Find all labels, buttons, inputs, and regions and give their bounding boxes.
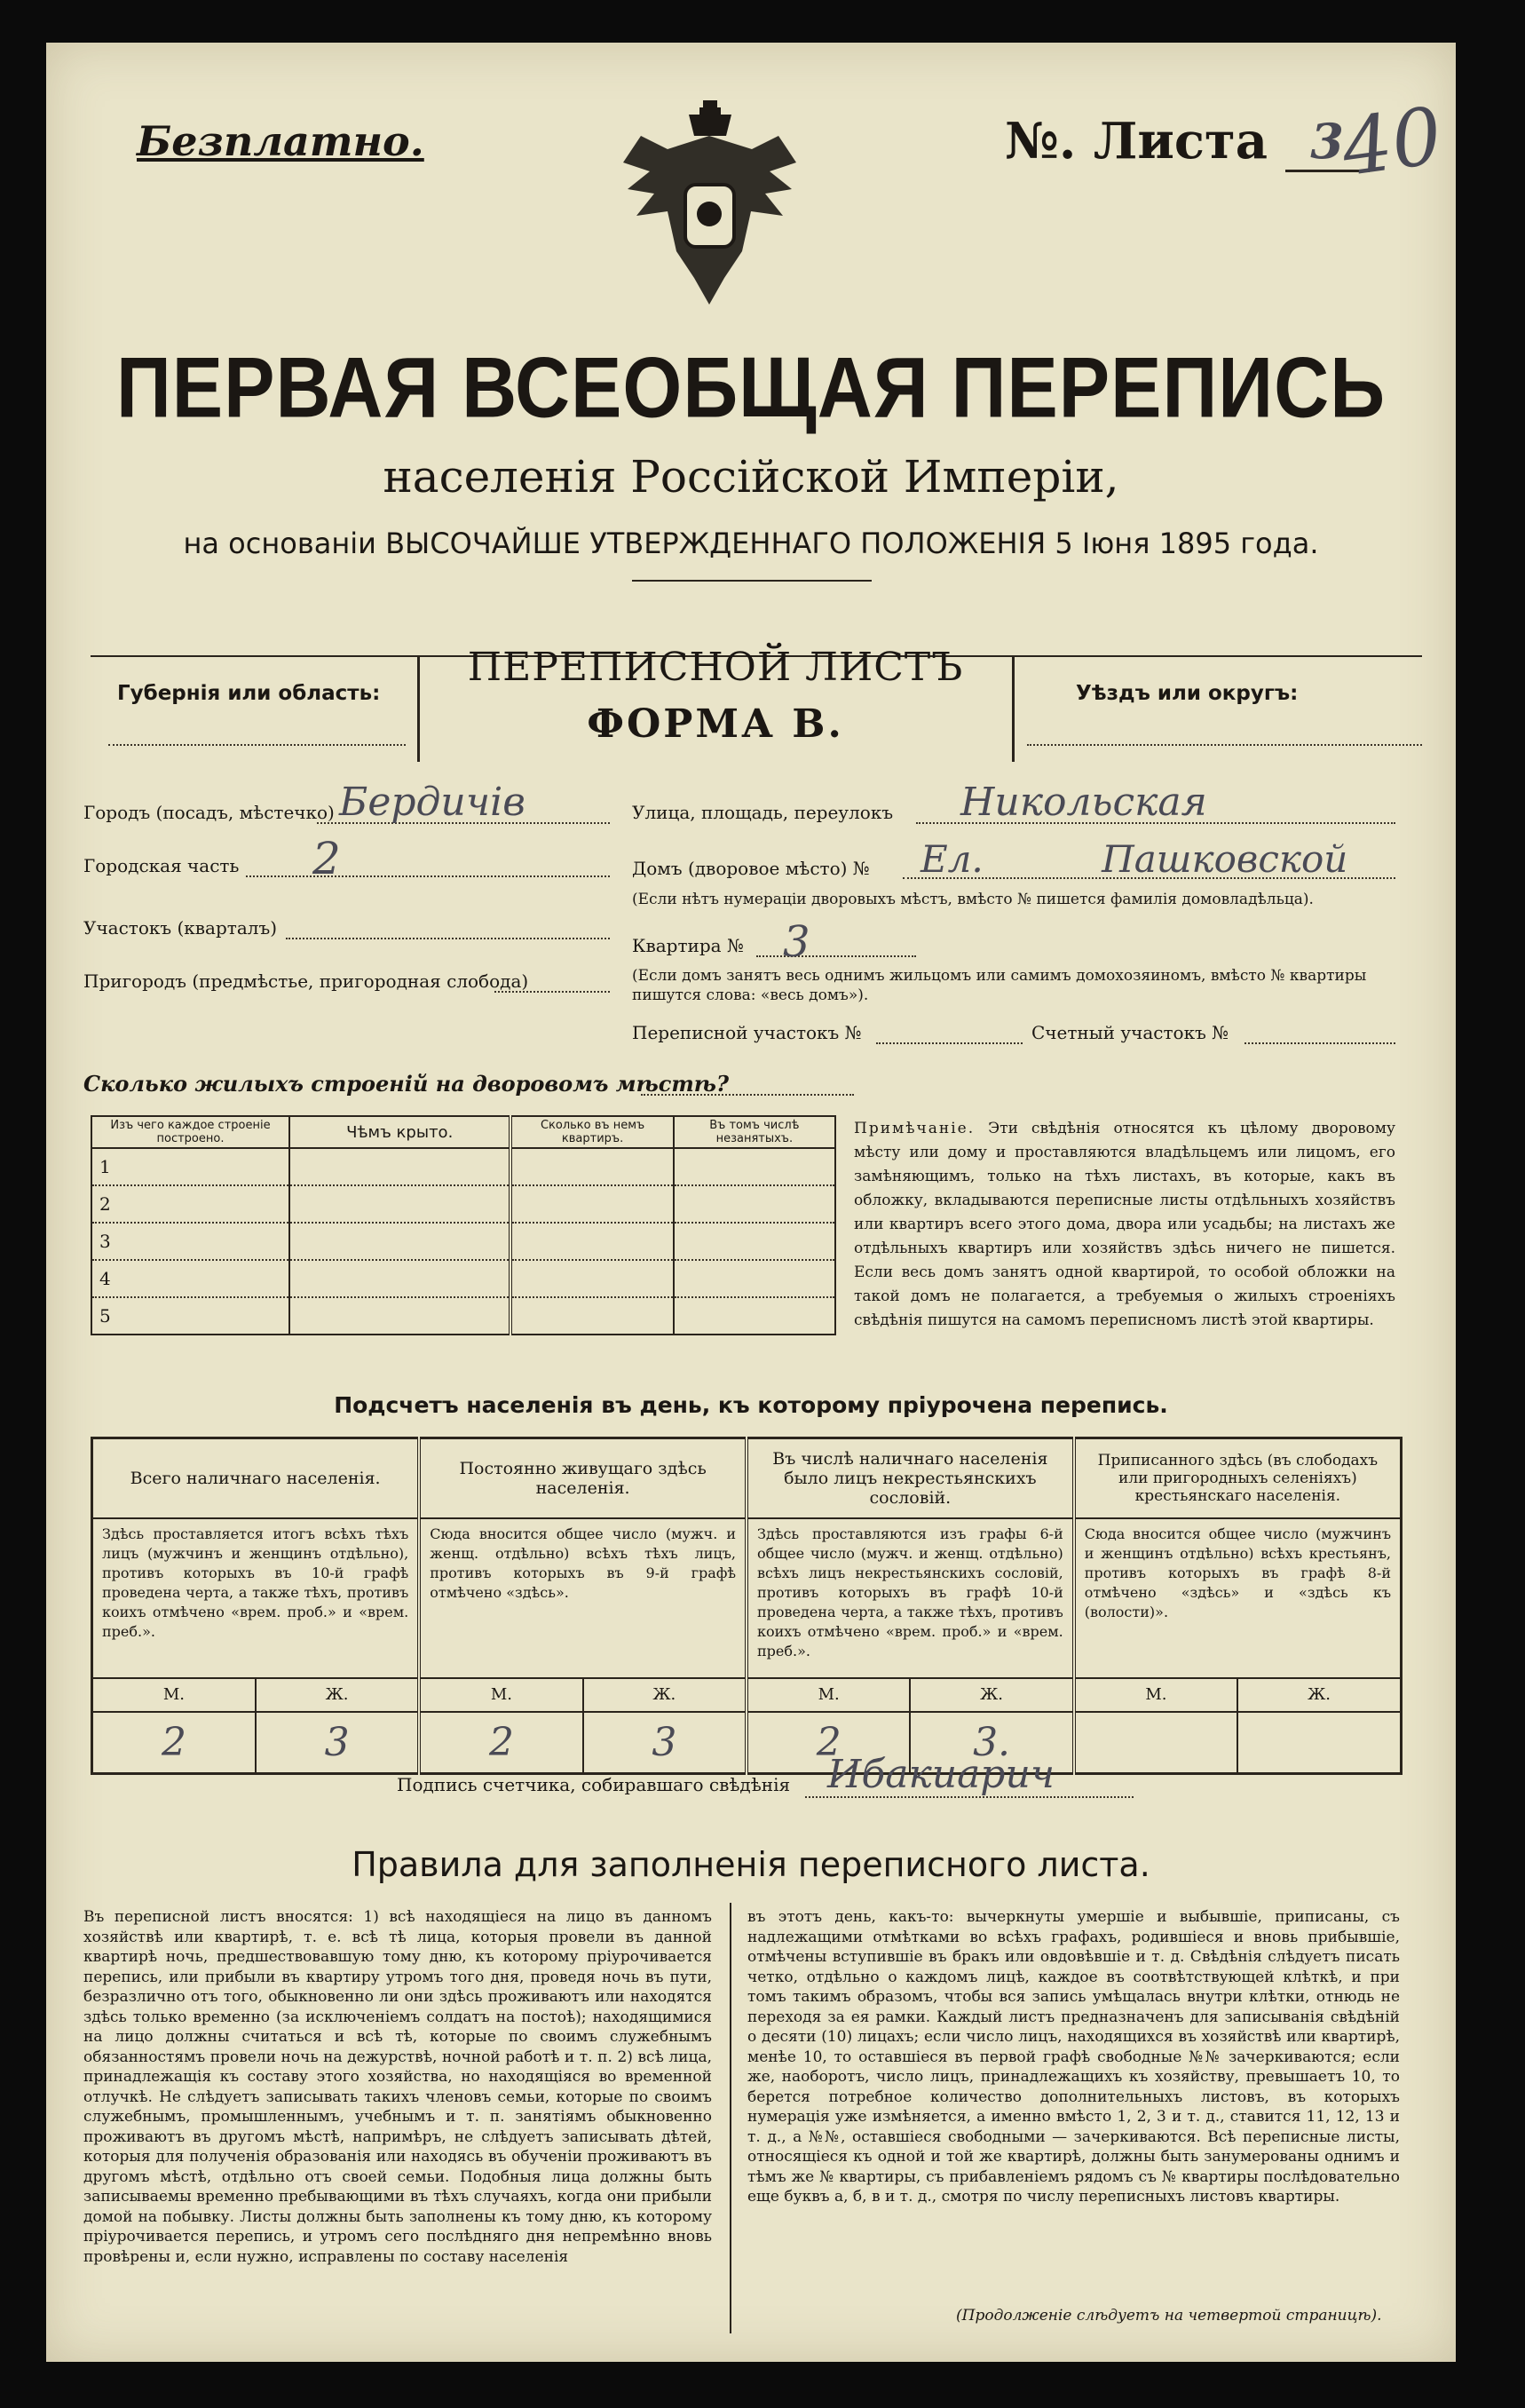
female-count[interactable]: 3.: [910, 1712, 1073, 1774]
apartment-field[interactable]: [756, 955, 916, 957]
street-label: Улица, площадь, переулокъ: [632, 802, 894, 823]
buildings-cell[interactable]: [674, 1148, 835, 1185]
district-field[interactable]: [246, 875, 610, 877]
house-value: Ел. Пашковской: [921, 837, 1348, 881]
female-label: Ж.: [583, 1678, 747, 1712]
buildings-question-field[interactable]: [641, 1094, 854, 1096]
female-label: Ж.: [256, 1678, 419, 1712]
buildings-cell[interactable]: [510, 1223, 673, 1260]
population-col-desc: Сюда вносится общее число (мужч. и женщ. отдѣльно) всѣхъ тѣхъ лицъ, противъ которыхъ въ 9-й графѣ отмѣчено «здѣсь».: [419, 1518, 747, 1678]
buildings-cell[interactable]: [674, 1223, 835, 1260]
buildings-note-title: Примѣчаніе.: [854, 1120, 976, 1137]
buildings-cell[interactable]: [510, 1297, 673, 1335]
buildings-cell[interactable]: [289, 1297, 510, 1335]
census-section-field[interactable]: [876, 1042, 1023, 1044]
buildings-row-number: 1: [91, 1148, 289, 1185]
buildings-col-material: Изъ чего каждое строеніе построено.: [91, 1116, 289, 1148]
gubernia-label: Губернія или область:: [117, 682, 381, 705]
population-title: Подсчетъ населенія въ день, къ которому пріурочена перепись.: [334, 1392, 1168, 1418]
coat-of-arms-icon: [614, 100, 805, 313]
form-title: ПЕРЕПИСНОЙ ЛИСТЪ: [467, 645, 964, 690]
buildings-cell[interactable]: [289, 1185, 510, 1223]
subtitle: населенія Россійской Имперіи,: [383, 451, 1119, 503]
rules-title: Правила для заполненія переписного листа.: [352, 1845, 1150, 1884]
buildings-table: [91, 1115, 836, 1335]
apartment-label: Квартира №: [632, 935, 744, 956]
table-row: [91, 1223, 835, 1260]
table-row: [91, 1148, 835, 1185]
buildings-row-number: 2: [91, 1185, 289, 1223]
apartment-value: 3: [783, 917, 810, 967]
population-col-desc: Здѣсь проставляется итогъ всѣхъ тѣхъ лицъ (мужчинъ и женщинъ отдѣльно), противъ которыхъ въ 10-й графѣ проведена черта, а также тѣхъ, противъ коихъ отмѣчено «врем. проб.» и «врем. преб.».: [92, 1518, 420, 1678]
census-form-sheet: [46, 43, 1456, 2362]
rules-left-column: Въ переписной листъ вносятся: 1) всѣ находящіеся на лицо въ данномъ хозяйствѣ или квартирѣ, т. е. всѣ тѣ лица, которыя провели въ данной квартирѣ ночь, предшествовавшую тому дню, къ которому пріурочивается перепись, или прибыли въ квартиру утромъ того дня, проведя ночь въ пути, безразлично отъ того, обыкновенно ли они здѣсь проживаютъ или находятся здѣсь только временно (за исключеніемъ солдатъ на постоѣ); находящимися на лицо должны считаться и всѣ тѣ, которые по своимъ служебнымъ обязанностямъ провели ночь на дежурствѣ, ночной работѣ и т. п. 2) всѣ лица, принадлежащія къ составу этого хозяйства, но находящіяся во временной отлучкѣ. Не слѣдуетъ записывать такихъ членовъ семьи, которые по своимъ служебнымъ, промышленнымъ, учебнымъ и т. п. занятіямъ обыкновенно проживаютъ въ другомъ мѣстѣ, напримѣръ, не слѣдуетъ записывать дѣтей, которыя для полученія образованія или находясь въ обученіи проживаютъ въ другомъ мѣстѣ, отдѣльно отъ своей семьи. Подобныя лица должны быть записываемы временно пребывающими въ тѣхъ случаяхъ, когда они прибыли домой на побывку. Листы должны быть заполнены къ тому дню, къ которому пріурочивается перепись, и утромъ сего послѣдняго дня непремѣнно вновь провѣрены и, если нужно, исправлены по составу населенія: [83, 1908, 712, 2266]
buildings-question: Сколько жилыхъ строеній на дворовомъ мѣстѣ?: [83, 1071, 730, 1097]
street-value: Никольская: [960, 780, 1207, 825]
archive-number: 40: [1336, 89, 1448, 194]
city-label: Городъ (посадъ, мѣстечко): [83, 802, 335, 823]
uezd-field[interactable]: [1027, 744, 1422, 746]
population-col-head: Въ числѣ наличнаго населенія было лицъ некрестьянскихъ сословій.: [747, 1438, 1074, 1518]
buildings-cell[interactable]: [510, 1148, 673, 1185]
population-col-head: Постоянно живущаго здѣсь населенія.: [419, 1438, 747, 1518]
district-label: Городская часть: [83, 855, 240, 876]
female-count[interactable]: 3: [583, 1712, 747, 1774]
district-value: 2: [312, 833, 341, 884]
female-label: Ж.: [910, 1678, 1073, 1712]
apartment-note: (Если домъ занятъ весь однимъ жильцомъ или самимъ домохозяиномъ, вмѣсто № квартиры пишутся слова: «весь домъ»).: [632, 967, 1367, 1004]
house-note: (Если нѣтъ нумераціи дворовыхъ мѣстъ, вмѣсто № пишется фамилія домовладѣльца).: [632, 891, 1314, 908]
signature-value: Ибакиарич: [827, 1752, 1055, 1797]
count-section-field[interactable]: [1244, 1042, 1395, 1044]
form-name: ФОРМА В.: [587, 701, 844, 747]
uezd-label: Уѣздъ или округъ:: [1076, 682, 1299, 705]
buildings-row-number: 3: [91, 1223, 289, 1260]
population-table: [91, 1437, 1403, 1775]
buildings-cell[interactable]: [510, 1185, 673, 1223]
buildings-col-vacant: Въ томъ числѣ незанятыхъ.: [674, 1116, 835, 1148]
sheet-number-label: №. Листа: [1005, 112, 1268, 170]
buildings-col-roof: Чѣмъ крыто.: [289, 1116, 510, 1148]
buildings-row-number: 4: [91, 1260, 289, 1297]
city-value: Бердичів: [339, 780, 525, 825]
buildings-note: [854, 1117, 1395, 1333]
sheet-number: [1005, 112, 1370, 172]
buildings-note-text: Эти свѣдѣнія относятся къ цѣлому дворовому мѣсту или дому и проставляются владѣльцемъ или лицомъ, его замѣняющимъ, только на тѣхъ листахъ, въ которые, какъ въ обложку, вкладываются переписные листы отдѣльныхъ хозяйствъ или квартиръ всего этого дома, двора или усадьбы; на листахъ же отдѣльныхъ квартиръ или хозяйствъ здѣсь ничего не пишется. Если весь домъ занятъ одной квартирой, то особой обложки на такой домъ не полагается, а требуемыя о жилыхъ строеніяхъ свѣдѣнія пишутся на самомъ переписномъ листѣ этой квартиры.: [854, 1120, 1395, 1329]
buildings-col-apartments: Сколько въ немъ квартиръ.: [510, 1116, 673, 1148]
male-count[interactable]: 2: [419, 1712, 582, 1774]
table-row: [91, 1185, 835, 1223]
population-col-desc: Здѣсь проставляются изъ графы 6-й общее число (мужч. и женщ. отдѣльно) всѣхъ лицъ некрестьянскихъ сословій, противъ которыхъ въ графѣ 10-й проведена черта, а также тѣхъ, противъ коихъ отмѣчено «врем. проб.» и «врем. преб.».: [747, 1518, 1074, 1678]
signature-label: Подпись счетчика, собиравшаго свѣдѣнія: [397, 1774, 791, 1795]
male-label: М.: [419, 1678, 582, 1712]
male-count[interactable]: [1074, 1712, 1237, 1774]
buildings-cell[interactable]: [289, 1148, 510, 1185]
buildings-cell[interactable]: [674, 1297, 835, 1335]
rules-continuation: (Продолженіе слѣдуетъ на четвертой страницѣ).: [956, 2307, 1382, 2325]
male-count[interactable]: 2: [92, 1712, 256, 1774]
precinct-label: Участокъ (кварталъ): [83, 917, 277, 939]
male-label: М.: [92, 1678, 256, 1712]
buildings-cell[interactable]: [674, 1260, 835, 1297]
buildings-row-number: 5: [91, 1297, 289, 1335]
population-col-head: Приписанного здѣсь (въ слободахъ или пригородныхъ селеніяхъ) крестьянскаго населенія.: [1074, 1438, 1402, 1518]
buildings-cell[interactable]: [510, 1260, 673, 1297]
population-col-head: Всего наличнаго населенія.: [92, 1438, 420, 1518]
count-section-label: Счетный участокъ №: [1031, 1022, 1229, 1043]
female-count[interactable]: 3: [256, 1712, 419, 1774]
male-label: М.: [1074, 1678, 1237, 1712]
free-label: Безплатно.: [137, 117, 424, 165]
suburb-label: Пригородъ (предмѣстье, пригородная слобода): [83, 970, 529, 992]
rules-right-column: въ этотъ день, какъ-то: вычеркнуты умершіе и выбывшіе, приписаны, съ надлежащими отмѣтками во всѣхъ графахъ, родившіеся и вновь прибывшіе, отмѣчены вступившіе въ бракъ или овдовѣвшіе и т. д. Свѣдѣнія слѣдуетъ писать четко, отдѣльно о каждомъ лицѣ, каждое въ соотвѣтствующей клѣткѣ, и при томъ такимъ образомъ, чтобы вся запись умѣщалась внутри клѣтки, отнюдь не переходя за ея рамки. Каждый листъ предназначенъ для записыванія свѣдѣній о десяти (10) лицахъ; если число лицъ, находящихся въ хозяйствѣ или квартирѣ, менѣе 10, то оставшіеся въ первой графѣ свободные №№ зачеркиваются; если же, наоборотъ, число лицъ, принадлежащихъ къ хозяйству, превышаетъ 10, то берется потребное количество дополнительныхъ листовъ, въ которыхъ нумерація уже измѣняется, а именно вмѣсто 1, 2, 3 и т. д., ставится 11, 12, 13 и т. д., а №№, оставшіеся свободными — зачеркиваются. Всѣ переписные листы, относящіеся къ одной и той же квартирѣ, должны быть занумерованы однимъ и тѣмъ же № квартиры, съ прибавленіемъ рядомъ съ № квартиры послѣдовательно еще буквъ а, б, в и т. д., смотря по числу переписныхъ листовъ квартиры.: [747, 1908, 1400, 2206]
male-count[interactable]: 2: [747, 1712, 910, 1774]
male-label: М.: [747, 1678, 910, 1712]
house-label: Домъ (дворовое мѣсто) №: [632, 858, 870, 879]
buildings-cell[interactable]: [674, 1185, 835, 1223]
table-row: [91, 1297, 835, 1335]
female-count[interactable]: [1237, 1712, 1401, 1774]
census-section-label: Переписной участокъ №: [632, 1022, 862, 1043]
basis-line: на основаніи ВЫСОЧАЙШЕ УТВЕРЖДЕННАГО ПОЛОЖЕНІЯ 5 Іюня 1895 года.: [183, 527, 1319, 560]
buildings-cell[interactable]: [289, 1260, 510, 1297]
table-row: [91, 1260, 835, 1297]
population-col-desc: Сюда вносится общее число (мужчинъ и женщинъ отдѣльно) всѣхъ крестьянъ, противъ которыхъ въ графѣ 8-й отмѣчено «здѣсь» и «здѣсь къ (волости)».: [1084, 1525, 1391, 1620]
suburb-field[interactable]: [494, 991, 610, 993]
gubernia-field[interactable]: [108, 744, 406, 746]
female-label: Ж.: [1237, 1678, 1401, 1712]
precinct-field[interactable]: [286, 938, 610, 939]
buildings-cell[interactable]: [289, 1223, 510, 1260]
main-title: ПЕРВАЯ ВСЕОБЩАЯ ПЕРЕПИСЬ: [115, 340, 1387, 436]
sheet-number-value: 3: [1285, 113, 1370, 172]
